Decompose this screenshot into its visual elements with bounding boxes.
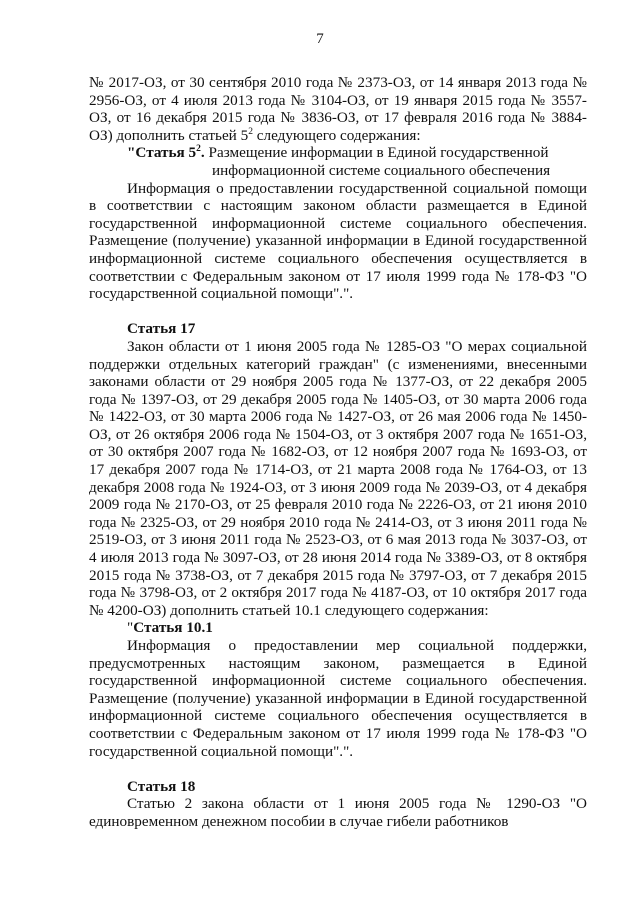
paragraph-article-17-body: Закон области от 1 июня 2005 года № 1285-ОЗ "О мерах социальной поддержки отдельных категорий граждан" (с изменениями, внесенными законами области от 29 ноября 2005 года № 1377-ОЗ, от 22 декабря 2005 года № 1397-ОЗ, от 29 декабря 2005 года № 1405-ОЗ, от 30 марта 2006 года № 1422-ОЗ, от 30 марта 2006 года № 1427-ОЗ, от 26 мая 2006 года № 1450-ОЗ, от 26 октября 2006 года № 1504-ОЗ, от 3 октября 2007 года № 1651-ОЗ, от 30 октября 2007 года № 1682-ОЗ, от 12 ноября 2007 года № 1693-ОЗ, от 17 декабря 2007 года № 1714-ОЗ, от 21 марта 2008 года № 1764-ОЗ, от 13 декабря 2008 года № 1924-ОЗ, от 3 июня 2009 года № 2039-ОЗ, от 4 декабря 2009 года № 2170-ОЗ, от 25 февраля 2010 года № 2226-ОЗ, от 21 июня 2010 года № 2325-ОЗ, от 29 ноября 2010 года № 2414-ОЗ, от 3 июня 2011 года № 2519-ОЗ, от 3 июня 2011 года № 2523-ОЗ, от 6 мая 2013 года № 3037-ОЗ, от 4 июля 2013 года № 3097-ОЗ, от 28 июня 2014 года № 3389-ОЗ, от 8 октября 2015 года № 3738-ОЗ, от 7 декабря 2015 года № 3797-ОЗ, от 7 декабря 2015 года № 3798-ОЗ, от 2 октября 2017 года № 4187-ОЗ, от 10 октября 2017 года № 4200-ОЗ) дополнить статьей 10.1 следующего содержания: <box>89 337 587 619</box>
article-10-1-title <box>89 619 587 637</box>
article-label-dot: . <box>200 144 205 162</box>
superscript: 2 <box>248 126 253 137</box>
paragraph-article-18-body: Статью 2 закона области от 1 июня 2005 года № 1290-ОЗ "О единовременном денежном пособии в случае гибели работников <box>89 795 587 830</box>
paragraph-article-5-2-body: Информация о предоставлении государственной социальной помощи в соответствии с настоящим законом области размещается в Единой государственной информационной системе социального обеспечения. Размещение (получение) указанной информации в Единой государственной информационной системе социального обеспечения осуществляется в соответствии с Федеральным законом от 17 июля 1999 года № 178-ФЗ "О государственной социальной помощи".". <box>89 179 587 303</box>
spacer <box>89 760 587 778</box>
paragraph-text: № 2017-ОЗ, от 30 сентября 2010 года № 2373-ОЗ, от 14 января 2013 года № 2956-ОЗ, от 4 июля 2013 года № 3104-ОЗ, от 19 января 2015 года № 3557-ОЗ, от 16 декабря 2015 года № 3836-ОЗ, от 17 февраля 2016 года № 3884-ОЗ) дополнить статьей 5 <box>89 74 587 144</box>
article-label: "Статья 5 <box>127 144 197 162</box>
article-18-heading: Статья 18 <box>127 777 196 795</box>
document-body <box>89 74 587 831</box>
article-10-1-label: Статья 10.1 <box>133 619 213 637</box>
article-5-2-title <box>127 144 587 179</box>
paragraph-article-10-1-body: Информация о предоставлении мер социальной поддержки, предусмотренных настоящим законом, размещается в Единой государственной информационной системе социального обеспечения. Размещение (получение) указанной информации в Единой государственной информационной системе социального обеспечения осуществляется в соответствии с Федеральным законом от 17 июля 1999 года № 178-ФЗ "О государственной социальной помощи".". <box>89 637 587 760</box>
spacer <box>89 303 587 321</box>
article-title-line-2: информационной системе социального обеспечения <box>212 161 551 179</box>
article-label-superscript: 2 <box>196 144 201 155</box>
article-title-line-1: Размещение информации в Единой государственной <box>204 144 549 162</box>
page-number: 7 <box>316 31 324 47</box>
paragraph-text-tail: следующего содержания: <box>252 126 421 144</box>
paragraph-amendment-tail <box>89 74 587 144</box>
opening-quote: " <box>127 619 134 637</box>
article-17-heading: Статья 17 <box>127 320 196 338</box>
